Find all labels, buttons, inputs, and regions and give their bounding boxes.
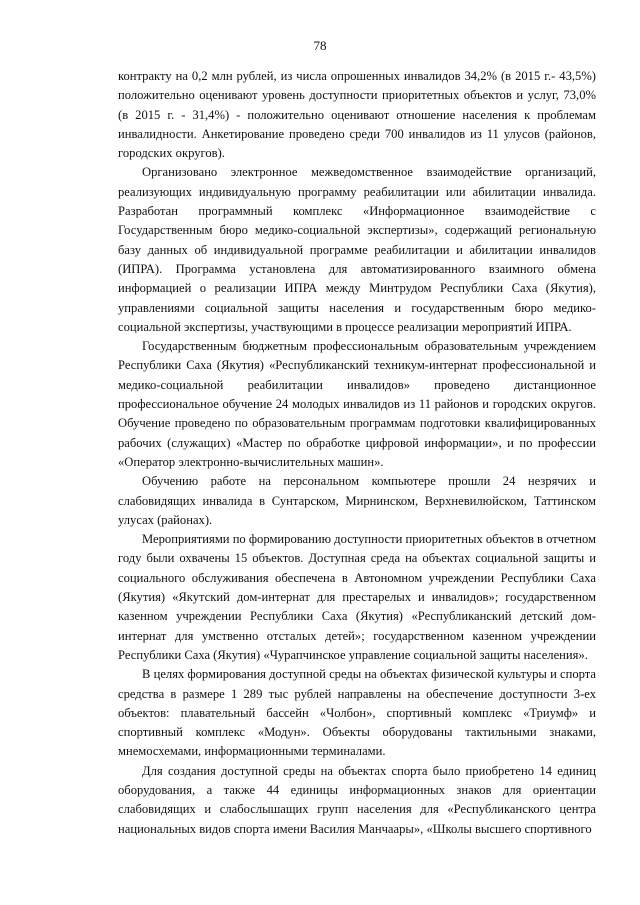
paragraph-electronic-interaction: Организовано электронное межведомственное взаимодействие организаций, реализующих индивидуальную программу реабилитации или абилитации инвалида. Разработан программный комплекс «Информационное взаимодействие с Государственным бюро медико-социальной экспертизы», содержащий региональную базу данных об индивидуальной программе реабилитации и абилитации инвалидов (ИПРА). Программа установлена для автоматизированного взаимного обмена информацией о реализации ИПРА между Минтрудом Республики Саха (Якутия), управлениями социальной защиты населения и государственным бюро медико-социальной экспертизы, участвующими в процессе реализации мероприятий ИПРА.	[118, 165, 596, 334]
paragraph-continuation: контракту на 0,2 млн рублей, из числа опрошенных инвалидов 34,2% (в 2015 г.- 43,5%) положительно оценивают уровень доступности приоритетных объектов и услуг, 73,0% (в 2015 г. - 31,4%) - положительно оценивают отношение населения к проблемам инвалидности. Анкетирование проведено среди 700 инвалидов из 11 улусов (районов, городских округов).	[118, 69, 596, 161]
paragraph-computer-training: Обучению работе на персональном компьютере прошли 24 незрячих и слабовидящих инвалида в Сунтарском, Мирнинском, Верхневилюйском, Таттинском улусах (районах).	[118, 474, 596, 527]
document-body	[118, 67, 596, 839]
page-number: 78	[313, 38, 327, 53]
paragraph-distance-learning: Государственным бюджетным профессиональным образовательным учреждением Республики Саха (Якутия) «Республиканский техникум-интернат профессиональной и медико-социальной реабилитации инвалидов» проведено дистанционное профессиональное обучение 24 молодых инвалидов из 11 районов и городских округов. Обучение проведено по образовательным программам подготовки квалифицированных рабочих (служащих) «Мастер по обработке цифровой информации», и по профессии «Оператор электронно-вычислительных машин».	[118, 339, 596, 469]
paragraph-sports-equipment: Для создания доступной среды на объектах спорта было приобретено 14 единиц оборудования, а также 44 единицы информационных знаков для ориентации слабовидящих и слабослышащих групп населения для «Республиканского центра национальных видов спорта имени Василия Манчаары», «Школы высшего спортивного	[118, 763, 596, 836]
paragraph-accessibility-objects: Мероприятиями по формированию доступности приоритетных объектов в отчетном году были охвачены 15 объектов. Доступная среда на объектах социальной защиты и социального обслуживания обеспечена в Автономном учреждении Республики Саха (Якутия) «Якутский дом-интернат для престарелых и инвалидов»; государственном казенном учреждении Республики Саха (Якутия) «Республиканский детский дом-интернат для умственно отсталых детей»; государственном казенном учреждении Республики Саха (Якутия) «Чурапчинское управление социальной защиты населения».	[118, 532, 596, 662]
paragraph-sports-facilities: В целях формирования доступной среды на объектах физической культуры и спорта средства в размере 1 289 тыс рублей направлены на обеспечение доступности 3-ех объектов: плавательный бассейн «Чолбон», спортивный комплекс «Триумф» и спортивный комплекс «Модун». Объекты оборудованы тактильными знаками, мнемосхемами, информационными терминалами.	[118, 667, 596, 759]
